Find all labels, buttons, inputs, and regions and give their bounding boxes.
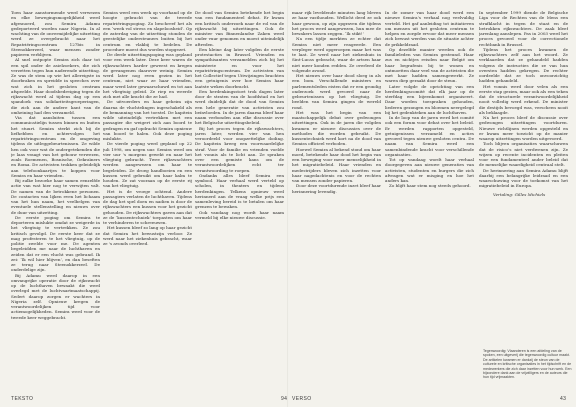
- body-paragraph: Zo blijft haar stem nog steeds gehoord.: [389, 183, 471, 189]
- body-paragraph: Bij het proces tegen de rijkswachters, jaren later, werden vier van hen veroordeeld voor onopzettelijke doding. De kapitein kreeg een voorwaardelijke straf. Voor de familie en vrienden voelde het vonnis als te licht aan. Ze spraken over een gemiste kans om de verantwoordelijken echt ter verantwoording te roepen.: [195, 125, 284, 173]
- body-paragraph: De dood van Semira betekende het begin van een fundamenteel debat. Er kwam een kritisch onderzoek naar de rol van de rijkswacht bij uitzettingen. Ook de minister van Binnenlandse Zaken werd onder vuur genomen en moest uiteindelijk aftreden.: [195, 10, 284, 47]
- footer-section-label: VERSO: [292, 396, 312, 402]
- body-paragraph: Een kleine dag later volgden de eerste protestacties in Brussel. Vrienden en sympathisanten verzamelden zich bij het ministerie en voor het repatriëringscentrum. De activisten van het Collectief tegen Uitwijzingen brachten een getuigenis over hoe Semira haar laatste weken doorbracht.: [195, 46, 284, 89]
- body-paragraph: Later volgde de oprichting van een herdenkingscomité dat elk jaar op de sterfdag een bijeenkomst organiseert. Daar worden toespraken gehouden, liederen gezongen en bloemen neergelegd bij het gedenkteken aan de luchthaven.: [385, 83, 474, 115]
- footer-section-label: TEKSTO: [11, 396, 34, 402]
- body-paragraph: In de zomer van haar dood werd een nieuwe Semira’s verhaal nog veelvuldig verteld. Het gaf aanleiding tot initiatieven om mensen uit het gesloten centrum te helpen en zorgde ervoor dat meer mensen zich bewust werden van de situatie achter de prikkeldraad.: [385, 10, 474, 47]
- body-paragraph: Het was het begin van een maatschappelijk debat over gedwongen uitzettingen. Ook in de jaren die volgden kwamen er nieuwe discussies over de methodes die worden gebruikt. De kussentechniek werd kort na de dood van Semira officieel verboden.: [292, 109, 381, 147]
- body-paragraph: De eerste poging om Semira te deporteren mislukte omdat ze weigerde in het vliegtuig te vertrekken. Ze zou kritisch gevolgd. De eerste keer dat ze mag profesteren te het vliegtuig, op de politie zwelde voor me. De agenten begeleidden me naar de luchthaven en zeiden dat er een vlucht was gebrand. Ik zei: ‘Ik wil hier blijven’, en dan beseften ze terug naar Steenokkerzeel. De onderdelige zijn.: [11, 214, 100, 273]
- body-paragraph: De vierde poging werd gepland op 22 juli 1998, om negen uur. Semira werd om vier uur 's morgens gewekt en naar het vliegtuig gebracht. Twee rijkswachters werden aangewezen om haar te begeleiden. Ze droeg handboeien en een kussen werd gebruikt om haar kalm te houden. Ze zat vooraan op de eerste rij van het vliegtuig.: [103, 141, 192, 189]
- body-paragraph: De uitvoerders en haar geheim zijn daarna de vluchtelingen ingeschakeld als de bemanning van het toestel. De kapitein wilde uiteindelijk vertrekken met een passagier die weigert zich aan boord te gedragen en gaf opdracht Semira opnieuw van boord te halen. Ook deze poging mislukte.: [103, 99, 192, 141]
- body-paragraph: Via dat aansluiten tussen een communicatielijn tussen binnen en buiten het stuurt. Semira sterkt zich bij de liefhebben en achtervolgen het repatriëringscentrum en de omgeving tijdens de uitleggebeurtenissen. Ze wilde hen ook voor wat de ondergetekenden die je laas vraagt van het gebouw verwezen, zoals Roemenen, Bosnische, Oekraïners en Roma. De activisten trokken geleidelijk aan telefoonkaartjes te koppen voor Semira en haar vrienden.: [11, 115, 100, 178]
- page-number: 43: [560, 396, 567, 402]
- body-paragraph: Hoewel Semira al bekend stond om haar moed, betekende haar dood het begin van een beweging voor meer menselijkheid in het migratiebeleid. Haar vrienden en medestrijders bleven zich inzetten voor haar nagedachtenis en voor de rechten van mensen zonder papieren.: [292, 146, 381, 183]
- body-paragraph: Bij zulke bezoeke haar samen eenzelfde actie van wat hier nog te verwijten valt. De namen van de betrokkene personen. De contacten van lijken even het lichaam van het hun naam, het veelbelgen van eventuele stellenstelling en nieuws over de duur van uitzetting.: [11, 178, 100, 215]
- page-number: 94: [281, 396, 288, 402]
- left-column-2: [103, 10, 192, 388]
- body-paragraph: Het is de vroege ochtend. Andere passagiers verlaten de luchthaven. Tijdens de dag het spel doen en nadien is door de rijkswachters een kussen voor het gezicht gehouden. De rijkswachters gaven aan dat ze de ‘kussentechniek’ toepasten om haar te verhinderen te schreeuwen.: [103, 188, 192, 225]
- body-paragraph: Na een tijdje merkten ze echter dat Semira niet meer reageerde. Een verpleger werd opgeroepen maar het was te laat. Ze werd naar het ziekenhuis in Sint-Lucas gebracht, waar de artsen haar niet meer konden redden. Ze overleed de volgende avond.: [292, 36, 381, 73]
- body-paragraph: Tijdens het proces kwamen de rijkswachters zelf aan het woord. Ze verklaarden dat ze gehandeld hadden volgens de instructies die ze van hun oversten hadden gekregen. De rechter oordeelde dat ze toch onvoorzichtig hadden gehandeld.: [479, 46, 568, 84]
- right-column-2: [385, 10, 474, 388]
- body-paragraph: Tot op vandaag wordt haar verhaal doorgegeven aan nieuwe generaties van activisten, studenten en burgers die zich afvragen wat er misging en hoe het anders kan.: [385, 157, 474, 183]
- body-paragraph: Ondanks alles bleef Semira een symbool. Haar verhaal werd verteld op scholen, in theaters en tijdens herdenkingen. Telkens opnieuw werd herinnerd aan de vraag welke prijs een samenleving bereid is te betalen om haar grenzen te bewaken.: [195, 172, 284, 210]
- body-paragraph: Het nieuws over haar dood sloeg in als een bom. Verschillende ministers en parlementsleden eisten dat er een grondig onderzoek werd gevoerd naar de gebeurtenissen op het vliegtuig. De beelden van Semira gingen de wereld rond.: [292, 73, 381, 110]
- body-paragraph: De derde uitzettingspoging was gepland voor een week later. Deze keer waren de rijkswachters harder geweest en kregen de gevangenen daarover weinig. Semira werd later nog even gezien in het centrum, niet waar ze haar vrienden, maar werd later gewaarschuwd en tot aan het vliegtuig geleid. Ze riep en weerde zich met alle kracht die ze had.: [103, 52, 192, 99]
- left-column-3: [195, 10, 284, 388]
- body-paragraph: Na het proces bleef de discussie over gedwongen uitzettingen voortduren. Nieuwe richtlijnen werden opgesteld en er kwam meer toezicht op de manier waarop uitzettingen worden uitgevoerd.: [479, 115, 568, 141]
- body-paragraph: Bij Adamu werd daarop in een omvangrijke operatie door de rijkswacht op de luchthaven bewaakt die werd overlegd met de luchtvaartmaatschappij. Sedert daarop zorgen er wachters in Nigeria zelf. Opnieuw kregen de verantwoordelijken tijd voor actiemogelijkheden. Semira werd voor de tweede keer weggebracht.: [11, 272, 100, 320]
- body-paragraph: Een herdenkingsstoet trok dagen later door de straten van de hoofdstad en het werd duidelijk dat de dood van Semira een hele generatie van activisten zou beïnvloeden. In de jaren daarna bleef haar naam verbonden aan elke discussie over het Belgische uitzettingsbeleid.: [195, 88, 284, 126]
- body-paragraph: Op dezelfde manier werden ook de familieleden van Semira gesteund. Haar zus en nichtjes reisden naar België om haar begrafenis bij te wonen en ontmoetten daar veel van de activisten die met haar hadden samengewerkt. Ze waren diep geraakt door de steun.: [385, 46, 474, 84]
- right-column-1: [292, 10, 381, 388]
- translator-credit: Vertaling: Gilles Michiels: [493, 191, 546, 197]
- right-page: [288, 0, 576, 407]
- left-column-1: [11, 10, 100, 388]
- body-paragraph: De herinnering aan Semira Adamu blijft daarbij een belangrijke leidraad en een waarschuwing voor de toekomst van het migratiebeleid in Europa.: [479, 167, 568, 189]
- body-paragraph: Ook vandaag nog wordt haar naam vermeld bij elke nieuwe discussie.: [195, 209, 284, 220]
- right-column-3: [479, 10, 568, 336]
- body-paragraph: Al snel ontpopte Semira zich daar tot een spil onder de asielzoekers, die zich verzetten tegen hun naderende uitzetting. Ze was de stem op wie het allereigste in doorbraken en spreidde in speeches over wat zich in het gesloten centrum afspeelde. Haar doodsbedreiging tegen de rijkswacht werd al tijdens dag op een spandoek van solidariteitsgroeperingen, die zich aan de andere kant van de omheining had den verzameld.: [11, 57, 100, 115]
- body-paragraph: Toen haar aanstormende werd verwezen en elke bewegingsmogelijkheid werd afgesnoerd, zou Semira Adamu gedeporteerd worden naar Nigeria. In al wachting van de onvermijdelijke uitzetting werd ze overgebracht naar het Repatriëringscentrum 127bis in Steenokkerzeel, waar mensen zonder papieren verblijven.: [11, 10, 100, 57]
- body-paragraph: In de loop van de jaren werd het comité ook een forum voor debat over het beleid. Er werden rapporten opgesteld, getuigenissen verzameld en acties gevoerd tegen nieuwe gesloten centra. De naam van Semira werd een samenbindende kracht voor verschillende organisaties.: [385, 115, 474, 157]
- body-paragraph: Het kussen bleef zo lang op haar gezicht dat Semira het bewustzijn verloor. Ze werd naar het ziekenhuis gebracht, waar ze 's avonds overleed.: [103, 225, 192, 246]
- colophon-caption: Tegenwoordig: Vlaanderen is een afdeling van de spoken, een uitgeverij die tegenwoordig cultuur maakt. De artikelen kwamen er dankzij de steun van de culturele en kritische organisaties in het tijdschrift en de medewerkers die zich daar inzetten voor hun werk. Een bijzondere dank aan de vrijwilligers en de auteurs die hun tijd vrijmaakten.: [483, 349, 572, 380]
- body-paragraph: Het vonnis werd door velen als een eerste stap gezien, maar ook als een teken dat de structurele verantwoordelijkheid nooit volledig werd erkend. De minister die destijds bevoegd was, verscheen nooit als beklaagde.: [479, 83, 568, 115]
- body-paragraph: Door deze voortdurende inzet bleef haar herinnering levendig.: [292, 183, 381, 194]
- body-paragraph: maar rijk leveldende minuten lang bleven ze haar vasthouden. Wellicht deed ze ook haar gewoon, op zijn opgraven die tijdens het proces werd aangewezen, hun mee de bewakers lassen zeggen. ‘Ik stikt!’: [292, 10, 381, 36]
- body-paragraph: Toch blijven organisaties waarschuwen dat de risico’s niet verdwenen zijn. Ze wijzen op recente incidenten en pleiten voor een fundamenteel ander beleid dat de menselijke waardigheid centraal stelt.: [479, 141, 568, 168]
- body-paragraph: In september 1999 diende de Belgische Liga voor de Rechten van de Mens een strafklacht in tegen de staat en de betrokken rijkswachters. De zaak bleef jarenlang aanslepen. Pas in 2003 werd het proces gevoerd voor de correctionele rechtbank in Brussel.: [479, 10, 568, 47]
- body-paragraph: Semira werd een week op voorhand op de hoogte gebracht van de tweede repatriëringspoging. Zo beschreef het als een ‘week vol stress en slapeloosheid’. Op de zaterdag van de uitzetting stonden de geestelijke ondersteuners buiten bij het centrum en vlakbij te bedelen. De procedure moest dus worden stopgezet.: [103, 10, 192, 52]
